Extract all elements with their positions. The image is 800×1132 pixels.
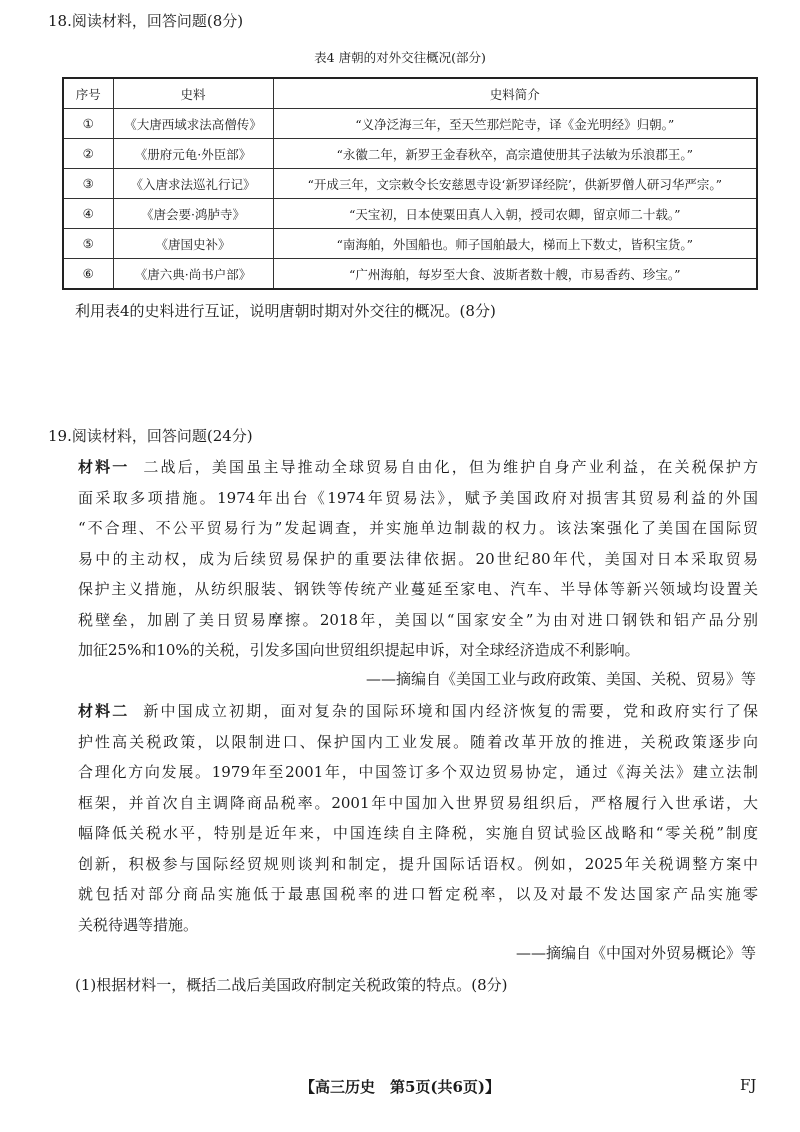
row-summary: “开成三年，文宗敕令长安慈恩寺设‘新罗译经院’，供新罗僧人研习华严宗。” <box>273 169 757 199</box>
page-footer <box>0 1076 800 1097</box>
row-summary: “广州海舶，每岁至大食、波斯者数十艘，市易香药、珍宝。” <box>273 259 757 290</box>
table-header-row <box>63 78 757 109</box>
material-line <box>78 452 758 482</box>
table-row <box>63 109 757 139</box>
row-source: 《唐会要·鸿胪寺》 <box>113 199 273 229</box>
row-source: 《唐国史补》 <box>113 229 273 259</box>
row-summary: “义净泛海三年，至天竺那烂陀寺，译《金光明经》归朝。” <box>273 109 757 139</box>
material-line: 税壁垒，加剧了美日贸易摩擦。2018年，美国以“国家安全”为由对进口钢铁和铝产品分别 <box>78 610 758 629</box>
material-text: 新中国成立初期，面对复杂的国际环境和国内经济恢复的需要，党和政府实行了保 <box>143 702 758 720</box>
material-line: 就包括对部分商品实施低于最惠国税率的进口暂定税率，以及对最不发达国家产品实施零 <box>78 885 758 903</box>
table-row <box>63 139 757 169</box>
page-number: 【高三历史 第5页(共6页)】 <box>299 1078 501 1096</box>
material-line: 合理化方向发展。1979年至2001年，中国签订多个双边贸易协定，通过《海关法》建立法制 <box>78 763 758 781</box>
material-text: 二战后，美国虽主导推动全球贸易自由化，但为维护自身产业利益，在关税保护方 <box>143 458 758 476</box>
row-source: 《册府元龟·外臣部》 <box>113 139 273 169</box>
table-row <box>63 169 757 199</box>
header-index: 序号 <box>63 78 113 109</box>
material-line: 创新，积极参与国际经贸规则谈判和制定，提升国际话语权。例如，2025年关税调整方案中 <box>78 854 758 873</box>
material-one-source: ——摘编自《美国工业与政府政策、美国、关税、贸易》等 <box>365 670 756 688</box>
material-label: 材料一 <box>78 458 130 476</box>
table-row <box>63 259 757 290</box>
row-source: 《唐六典·尚书户部》 <box>113 259 273 290</box>
material-line: “不合理、不公平贸易行为”发起调查，并实施单边制裁的权力。该法案强化了美国在国际贸 <box>78 519 758 537</box>
material-line: 易中的主动权，成为后续贸易保护的重要法律依据。20世纪80年代，美国对日本采取贸易 <box>78 549 758 568</box>
header-summary: 史料简介 <box>273 78 757 109</box>
row-index: ⑤ <box>63 229 113 259</box>
row-index: ③ <box>63 169 113 199</box>
material-line: 关税待遇等措施。 <box>78 915 199 934</box>
material-two-source: ——摘编自《中国对外贸易概论》等 <box>515 944 756 962</box>
row-summary: “南海舶，外国船也。师子国舶最大，梯而上下数丈，皆积宝货。” <box>273 229 757 259</box>
material-label: 材料二 <box>78 702 130 720</box>
table-row <box>63 199 757 229</box>
q18-prompt: 利用表4的史料进行互证，说明唐朝时期对外交往的概况。(8分) <box>75 302 496 320</box>
row-index: ① <box>63 109 113 139</box>
row-index: ② <box>63 139 113 169</box>
row-source: 《大唐西域求法高僧传》 <box>113 109 273 139</box>
material-line: 面采取多项措施。1974年出台《1974年贸易法》，赋予美国政府对损害其贸易利益的外国 <box>78 488 758 507</box>
material-line: 加征25%和10%的关税，引发多国向世贸组织提起申诉，对全球经济造成不利影响。 <box>78 641 640 659</box>
material-line: 幅降低关税水平，特别是近年来，中国连续自主降税，实施自贸试验区战略和“零关税”制度 <box>78 824 758 842</box>
tang-foreign-relations-table <box>62 77 758 290</box>
row-source: 《入唐求法巡礼行记》 <box>113 169 273 199</box>
material-line: 护性高关税政策，以限制进口、保护国内工业发展。随着改革开放的推进，关税政策逐步向 <box>78 732 758 751</box>
material-line: 框架，并首次自主调降商品税率。2001年中国加入世界贸易组织后，严格履行入世承诺，大 <box>78 793 758 812</box>
row-index: ④ <box>63 199 113 229</box>
table-row <box>63 229 757 259</box>
row-summary: “永徽二年，新罗王金春秋卒，高宗遣使册其子法敏为乐浪郡王。” <box>273 139 757 169</box>
table-caption: 表4 唐朝的对外交往概况(部分) <box>314 50 486 65</box>
region-code: FJ <box>740 1076 757 1094</box>
q18-heading: 18.阅读材料，回答问题(8分) <box>48 12 244 30</box>
q19-question-1: (1)根据材料一，概括二战后美国政府制定关税政策的特点。(8分) <box>75 976 508 994</box>
row-summary: “天宝初，日本使粟田真人入朝，授司农卿，留京师二十载。” <box>273 199 757 229</box>
material-line: 保护主义措施，从纺织服装、钢铁等传统产业蔓延至家电、汽车、半导体等新兴领域均设置关 <box>78 580 758 598</box>
material-line <box>78 696 758 726</box>
header-source: 史料 <box>113 78 273 109</box>
row-index: ⑥ <box>63 259 113 290</box>
q19-heading: 19.阅读材料，回答问题(24分) <box>48 427 253 445</box>
